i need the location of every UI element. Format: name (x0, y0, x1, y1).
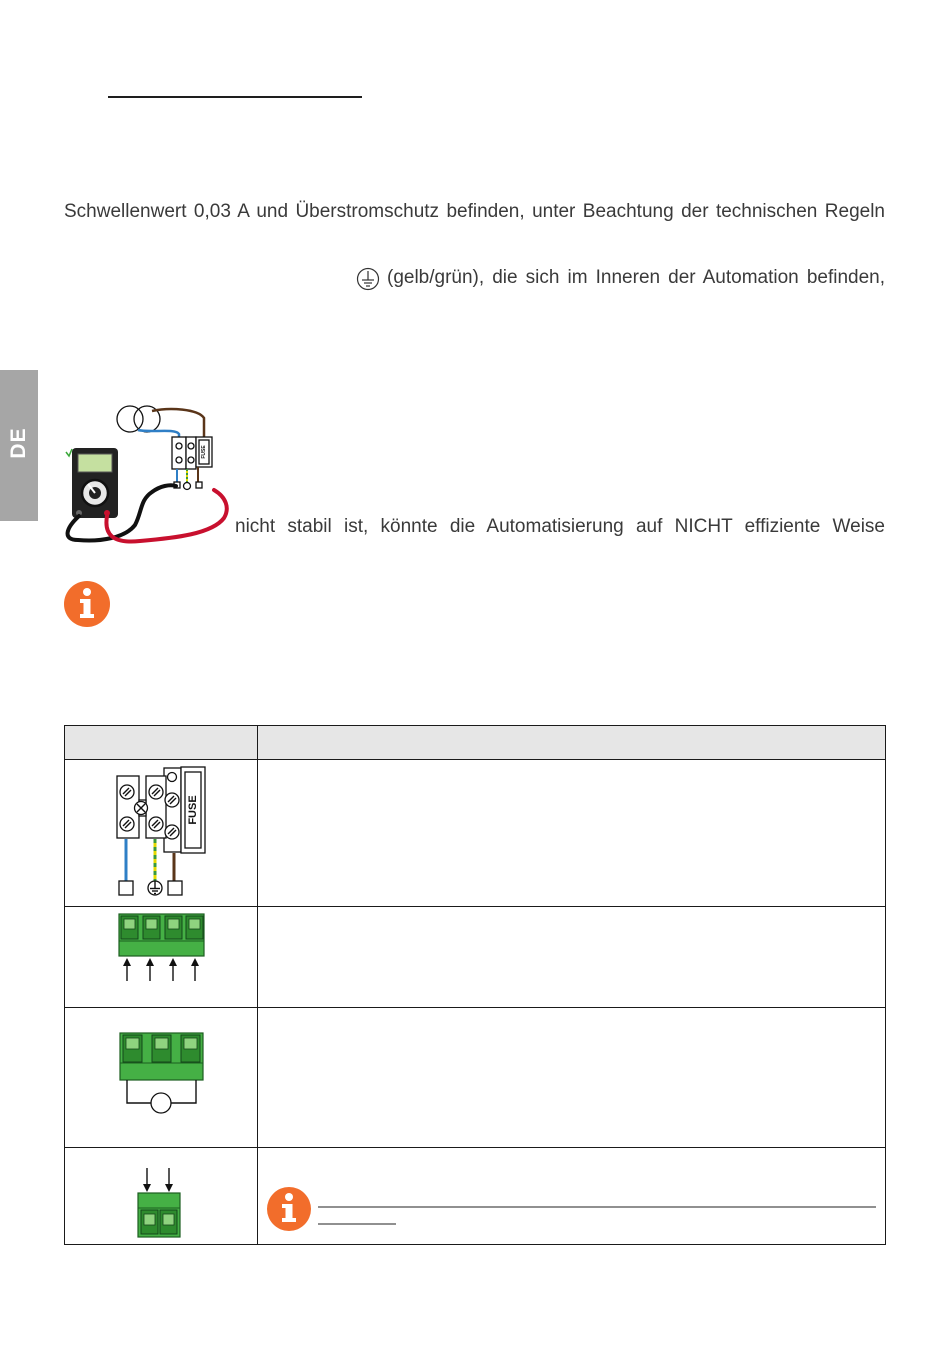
earth-ground-icon (356, 267, 380, 291)
loop-circuit (127, 1080, 196, 1113)
info-icon (63, 580, 111, 628)
arrow-icon (143, 1168, 173, 1192)
info-icon (267, 1187, 311, 1231)
table-cell-description (258, 1148, 885, 1244)
fuse-holder (181, 767, 205, 853)
earth-ground-icon (148, 881, 162, 895)
paragraph-line-2: (gelb/grün), die sich im Inneren der Automation befinden, (387, 267, 885, 288)
table-cell-figure (65, 1148, 258, 1244)
language-tab (0, 370, 38, 521)
table-row (65, 1008, 885, 1148)
table-cell-description (258, 1008, 885, 1147)
arrow-icon (123, 958, 199, 981)
table-cell-description (258, 760, 885, 906)
table-row (65, 760, 885, 907)
paragraph-line-3: nicht stabil ist, könnte die Automatisierung auf NICHT effiziente Weise (235, 516, 885, 537)
phase-terminal (168, 881, 182, 895)
multimeter-icon (72, 448, 118, 518)
note-block (258, 1148, 885, 1244)
table-header-row (65, 726, 885, 760)
multimeter-illustration (60, 400, 235, 550)
paragraph-line-1: Schwellenwert 0,03 A und Überstromschutz befinden, unter Beachtung der technischen Regeln (64, 201, 885, 222)
table-header-cell-1 (65, 726, 258, 759)
table-row (65, 1148, 885, 1244)
table-cell-description (258, 907, 885, 1007)
power-terminal-block-diagram (65, 760, 257, 906)
check-mark-icon (66, 449, 72, 456)
mini-fuse-label: FUSE (201, 445, 207, 459)
fuse-label: FUSE (187, 795, 199, 825)
table-cell-figure (65, 907, 258, 1007)
connection-table (64, 725, 886, 1245)
blue-wire (138, 430, 179, 437)
table-cell-figure (65, 1008, 258, 1147)
three-pin-connector-diagram (65, 1008, 257, 1147)
language-tab-label: DE (7, 426, 30, 459)
mini-terminal-block (172, 437, 212, 490)
four-pin-connector-diagram (65, 907, 257, 1007)
heading-underline (108, 96, 362, 98)
table-cell-figure (65, 760, 258, 906)
table-header-cell-2 (258, 726, 885, 759)
two-pin-connector-diagram (65, 1148, 257, 1244)
table-row (65, 907, 885, 1008)
neutral-terminal (119, 881, 133, 895)
